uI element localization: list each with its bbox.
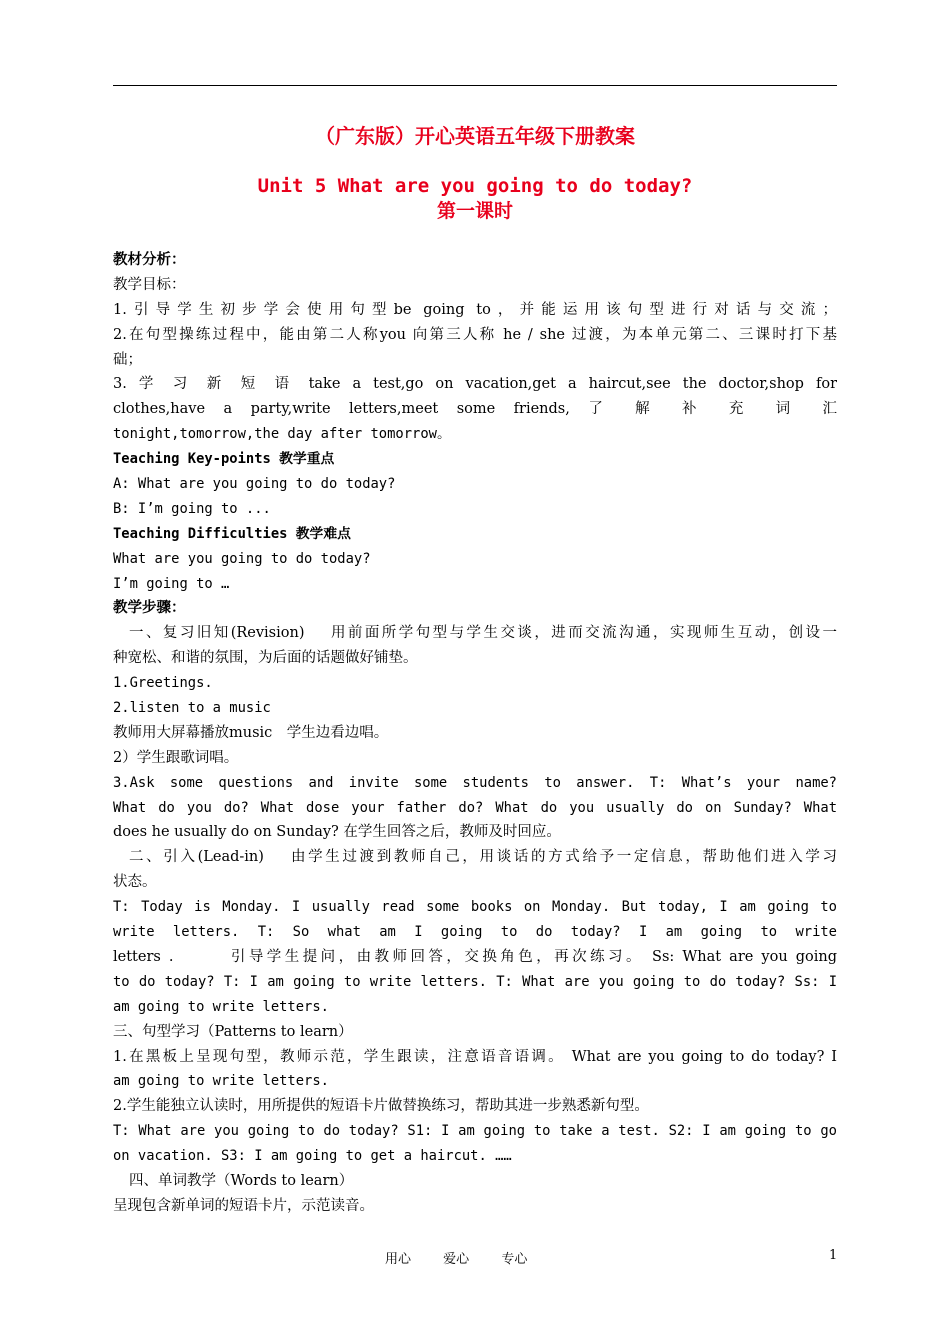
text-line: clothes,have a party,write letters,meet some friends, 了 解 补 充 词 汇	[113, 401, 837, 418]
header-rule	[113, 85, 837, 86]
text-line: 1.在黑板上呈现句型，教师示范，学生跟读，注意语音语调。 What are you going to do today? I	[113, 1048, 837, 1065]
section-heading: Teaching Difficulties 教学难点	[113, 525, 351, 542]
text-line: 2.listen to a music	[113, 700, 271, 717]
text-line: 教师用大屏幕播放music 学生边看边唱。	[113, 724, 389, 741]
text-line: am going to write letters.	[113, 998, 329, 1015]
document-title: （广东版）开心英语五年级下册教案	[315, 124, 635, 148]
text-line: 一、复习旧知(Revision) 用前面所学句型与学生交谈，进而交流沟通，实现师生互动，创设一	[129, 625, 837, 642]
text-line: on vacation. S3: I am going to get a haircut. ……	[113, 1148, 512, 1165]
text-line: A: What are you going to do today?	[113, 476, 396, 493]
page-number: 1	[829, 1248, 838, 1263]
text-line: tonight,tomorrow,the day after tomorrow。	[113, 426, 451, 443]
text-line: 状态。	[113, 874, 157, 891]
text-line: 2）学生跟歌词唱。	[113, 749, 239, 766]
text-line: am going to write letters.	[113, 1073, 329, 1090]
text-line: 1.Greetings.	[113, 675, 213, 692]
text-line: to do today? T: I am going to write letters. T: What are you going to do today? Ss: I	[113, 973, 837, 990]
page-footer	[0, 1248, 950, 1270]
text-line: 1.引导学生初步学会使用句型be going to，并能运用该句型进行对话与交流；	[113, 301, 837, 318]
text-line: What do you do? What dose your father do? What do you usually do on Sunday? What	[113, 799, 837, 816]
footer-motto-item: 专心	[501, 1252, 528, 1267]
lesson-title: 第一课时	[436, 200, 513, 222]
text-line: 三、句型学习（Patterns to learn）	[113, 1023, 353, 1040]
text-line: 二、引入(Lead-in) 由学生过渡到教师自己，用谈话的方式给予一定信息，帮助他们进入学习	[129, 849, 837, 866]
text-line: write letters. T: So what am I going to do today? I am going to write	[113, 924, 837, 941]
footer-motto-item: 爱心	[443, 1252, 470, 1267]
text-line: 四、单词教学（Words to learn）	[129, 1172, 354, 1189]
section-heading: 教学步骤：	[113, 599, 186, 617]
text-line: T: What are you going to do today? S1: I am going to take a test. S2: I am going to go	[113, 1123, 837, 1140]
text-line: does he usually do on Sunday? 在学生回答之后，教师及时回应。	[113, 824, 561, 841]
text-line: letters . 引导学生提问，由教师回答，交换角色，再次练习。 Ss: What are you going	[113, 948, 837, 965]
text-line: 种宽松、和谐的氛围，为后面的话题做好铺垫。	[113, 650, 418, 667]
text-line: 3.Ask some questions and invite some students to answer. T: What’s your name?	[113, 774, 837, 791]
footer-motto-item: 用心	[385, 1252, 412, 1267]
text-line: 呈现包含新单词的短语卡片，示范读音。	[113, 1197, 374, 1214]
text-line: 3. 学 习 新 短 语 take a test,go on vacation,get a haircut,see the doctor,shop for	[113, 376, 837, 393]
text-line: 2.学生能独立认读时，用所提供的短语卡片做替换练习，帮助其进一步熟悉新句型。	[113, 1098, 649, 1115]
text-line: 2.在句型操练过程中，能由第二人称you 向第三人称 he / she 过渡，为本单元第二、三课时打下基	[113, 326, 837, 343]
lesson-body	[113, 248, 837, 1219]
text-line: What are you going to do today?	[113, 550, 371, 567]
unit-title: Unit 5 What are you going to do today?	[257, 175, 693, 197]
text-line: 教学目标：	[113, 276, 186, 293]
footer-motto	[385, 1248, 555, 1267]
section-heading: 教材分析：	[113, 251, 186, 268]
text-line: B: I’m going to ...	[113, 500, 271, 517]
section-heading: Teaching Key-points 教学重点	[113, 451, 335, 468]
text-line: 础；	[113, 351, 142, 368]
text-line: T: Today is Monday. I usually read some books on Monday. But today, I am going to	[113, 899, 837, 916]
text-line: I’m going to …	[113, 575, 230, 592]
